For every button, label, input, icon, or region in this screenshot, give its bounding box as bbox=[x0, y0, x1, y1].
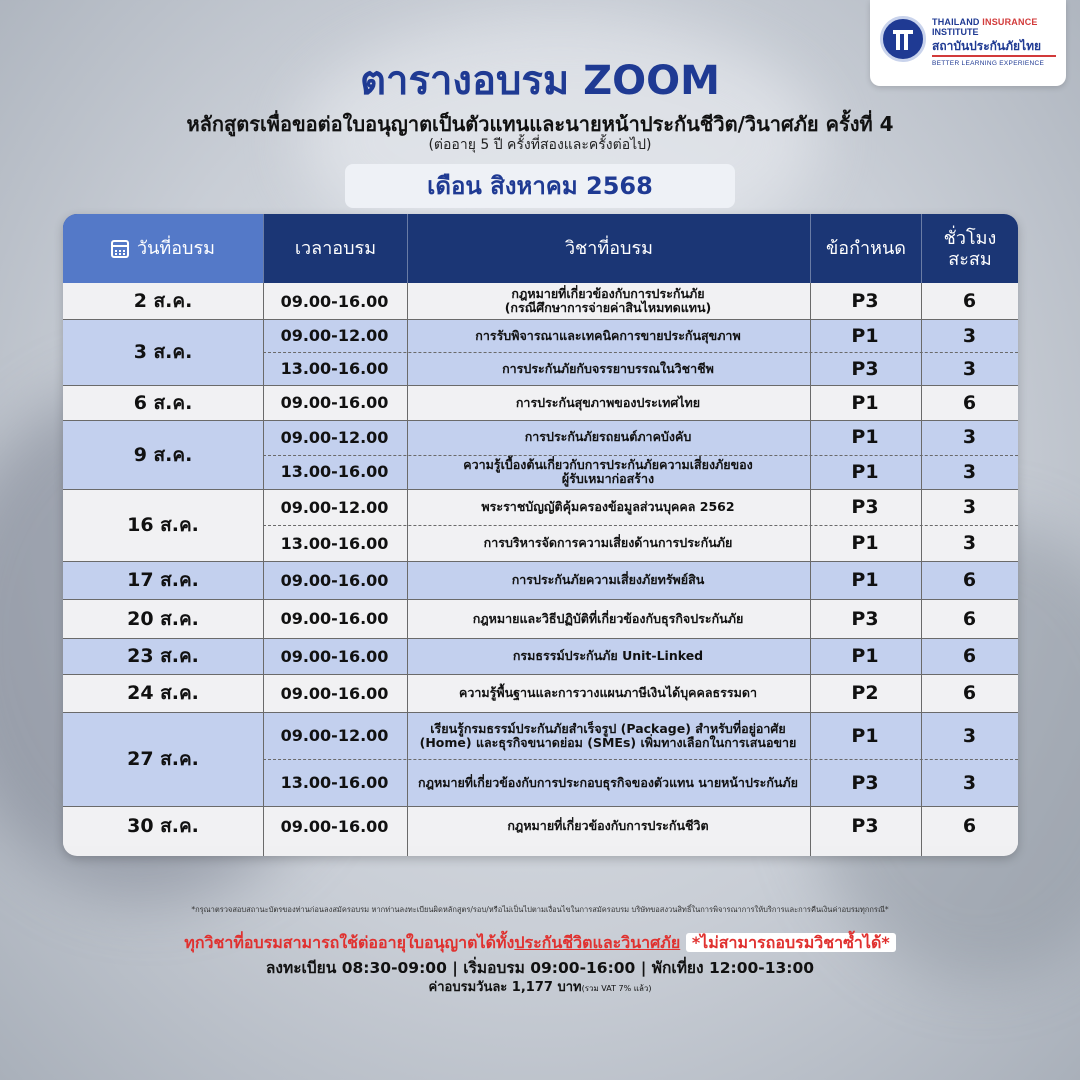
row-divider bbox=[63, 420, 1018, 421]
time-cell: 09.00-16.00 bbox=[280, 816, 389, 836]
time-cell: 09.00-16.00 bbox=[280, 609, 389, 628]
requirement-cell: P1 bbox=[851, 426, 879, 449]
hours-cell: 6 bbox=[962, 815, 977, 837]
subject-cell: เรียนรู้กรมธรรม์ประกันภัยสำเร็จรูป (Package) สำหรับที่อยู่อาศัย (Home) และธุรกิจขนาดย่อม (SMEs) เพิ่มทางเลือกในการเสนอขาย bbox=[419, 720, 797, 750]
requirement-cell: P2 bbox=[851, 682, 879, 704]
date-cell: 17 ส.ค. bbox=[127, 569, 199, 591]
hours-cell: 3 bbox=[962, 357, 977, 380]
header-subject: วิชาที่อบรม bbox=[407, 214, 810, 283]
session-row bbox=[263, 638, 1018, 674]
column-divider bbox=[921, 283, 922, 856]
requirement-cell: P3 bbox=[851, 771, 879, 794]
session-row bbox=[263, 525, 1018, 561]
date-cell: 30 ส.ค. bbox=[127, 815, 199, 837]
footer-schedule: ลงทะเบียน 08:30-09:00 | เริ่มอบรม 09:00-16:00 | พักเที่ยง 12:00-13:00 bbox=[265, 959, 815, 977]
session-row bbox=[263, 561, 1018, 599]
requirement-cell: P1 bbox=[851, 460, 879, 483]
logo-line3: สถาบันประกันภัยไทย bbox=[932, 39, 1042, 53]
header-requirement: ข้อกำหนด bbox=[810, 214, 921, 283]
hours-cell: 6 bbox=[962, 391, 977, 414]
time-cell: 09.00-12.00 bbox=[280, 326, 389, 345]
session-row bbox=[263, 283, 1018, 319]
requirement-cell: P3 bbox=[851, 496, 879, 518]
session-divider bbox=[263, 525, 1018, 526]
logo-tagline: BETTER LEARNING EXPERIENCE bbox=[932, 60, 1045, 67]
row-divider bbox=[63, 561, 1018, 562]
subject-cell: พระราชบัญญัติคุ้มครองข้อมูลส่วนบุคคล 2562 bbox=[481, 499, 735, 514]
hours-cell: 3 bbox=[962, 460, 977, 483]
logo-line1: THAILAND INSURANCE bbox=[932, 17, 1038, 27]
hours-cell: 3 bbox=[962, 324, 977, 347]
month-label: เดือน สิงหาคม 2568 bbox=[345, 164, 735, 208]
footer-disclaimer: *กรุณาตรวจสอบสถานะบัตรของท่านก่อนลงสมัครอบรม หากท่านลงทะเบียนผิดหลักสูตร/รอบ/หรือไม่เป็นไปตามเงื่อนไขในการสมัครอบรม บริษัทขอสงวนสิทธิ์ในการพิจารณาการให้บริการและการคืนเงินค่าอบรมทุกกรณี* bbox=[191, 905, 889, 914]
time-cell: 09.00-16.00 bbox=[280, 646, 389, 666]
subject-cell: การบริหารจัดการความเสี่ยงด้านการประกันภัย bbox=[483, 535, 733, 550]
hours-cell: 6 bbox=[962, 569, 977, 591]
subject-cell: การประกันสุขภาพของประเทศไทย bbox=[515, 394, 701, 410]
hours-cell: 6 bbox=[962, 682, 977, 704]
row-divider bbox=[63, 806, 1018, 807]
date-cell: 6 ส.ค. bbox=[133, 391, 193, 414]
table-row bbox=[63, 806, 1018, 846]
row-divider bbox=[63, 638, 1018, 639]
hours-cell: 3 bbox=[962, 771, 977, 794]
subject-cell: การประกันภัยรถยนต์ภาคบังคับ bbox=[524, 429, 692, 445]
page-title: ตารางอบรม ZOOM bbox=[360, 58, 720, 104]
requirement-cell: P3 bbox=[851, 357, 879, 380]
requirement-cell: P1 bbox=[851, 324, 879, 347]
subject-cell: กรมธรรม์ประกันภัย Unit-Linked bbox=[512, 648, 704, 663]
date-cell: 24 ส.ค. bbox=[127, 682, 199, 704]
table-row bbox=[63, 489, 1018, 561]
time-cell: 13.00-16.00 bbox=[280, 533, 389, 553]
time-cell: 09.00-16.00 bbox=[280, 291, 389, 311]
requirement-cell: P3 bbox=[851, 815, 879, 837]
column-divider bbox=[810, 283, 811, 856]
time-cell: 09.00-16.00 bbox=[280, 393, 389, 412]
subject-cell: ความรู้พื้นฐานและการวางแผนภาษีเงินได้บุคคลธรรมดา bbox=[459, 685, 757, 700]
row-divider bbox=[63, 712, 1018, 713]
subject-cell: กฎหมายที่เกี่ยวข้องกับการประกันชีวิต bbox=[507, 818, 709, 833]
date-cell: 2 ส.ค. bbox=[133, 290, 193, 312]
table-row bbox=[63, 319, 1018, 385]
requirement-cell: P1 bbox=[851, 569, 879, 591]
table-header bbox=[63, 214, 1018, 283]
session-divider bbox=[263, 455, 1018, 456]
header-time: เวลาอบรม bbox=[263, 214, 407, 283]
time-cell: 09.00-12.00 bbox=[280, 427, 389, 447]
footer-fee: ค่าอบรมวันละ 1,177 บาท(รวม VAT 7% แล้ว) bbox=[428, 980, 652, 995]
time-cell: 09.00-16.00 bbox=[280, 683, 389, 703]
table-row bbox=[63, 385, 1018, 420]
table-row bbox=[63, 638, 1018, 674]
logo-line2: INSTITUTE bbox=[932, 27, 979, 37]
date-cell: 16 ส.ค. bbox=[127, 514, 199, 536]
hours-cell: 6 bbox=[962, 645, 977, 667]
subject-cell: กฎหมายและวิธีปฏิบัติที่เกี่ยวข้องกับธุรกิจประกันภัย bbox=[472, 610, 744, 626]
calendar-icon bbox=[111, 240, 129, 258]
subject-cell: การประกันภัยความเสี่ยงภัยทรัพย์สิน bbox=[511, 572, 705, 587]
session-row bbox=[263, 352, 1018, 385]
date-cell: 20 ส.ค. bbox=[127, 607, 199, 630]
hours-cell: 3 bbox=[962, 426, 977, 449]
session-divider bbox=[263, 759, 1018, 760]
table-row bbox=[63, 283, 1018, 319]
date-cell: 9 ส.ค. bbox=[133, 443, 193, 466]
subject-cell: กฎหมายที่เกี่ยวข้องกับการประกอบธุรกิจของตัวแทน นายหน้าประกันภัย bbox=[418, 774, 798, 790]
date-cell: 27 ส.ค. bbox=[127, 748, 199, 770]
hours-cell: 3 bbox=[962, 532, 977, 554]
subject-cell: การประกันภัยกับจรรยาบรรณในวิชาชีพ bbox=[502, 360, 714, 376]
page-subnote: (ต่ออายุ 5 ปี ครั้งที่สองและครั้งต่อไป) bbox=[428, 137, 652, 153]
row-divider bbox=[63, 599, 1018, 600]
page-subtitle: หลักสูตรเพื่อขอต่อใบอนุญาตเป็นตัวแทนและนายหน้าประกันชีวิต/วินาศภัย ครั้งที่ 4 bbox=[186, 112, 894, 136]
requirement-cell: P1 bbox=[851, 532, 879, 554]
session-row bbox=[263, 319, 1018, 352]
table-row bbox=[63, 561, 1018, 599]
hours-cell: 3 bbox=[962, 496, 977, 518]
subject-cell: ความรู้เบื้องต้นเกี่ยวกับการประกันภัยความเสี่ยงภัยของ ผู้รับเหมาก่อสร้าง bbox=[463, 456, 753, 486]
session-row bbox=[263, 759, 1018, 806]
subject-cell: กฎหมายที่เกี่ยวข้องกับการประกันภัย (กรณีศึกษาการจ่ายค่าสินไหมทดแทน) bbox=[504, 286, 712, 315]
requirement-cell: P1 bbox=[851, 645, 879, 667]
row-divider bbox=[63, 489, 1018, 490]
subject-cell: การรับพิจารณาและเทคนิคการขายประกันสุขภาพ bbox=[475, 327, 741, 343]
schedule-table bbox=[63, 214, 1018, 856]
column-divider bbox=[407, 283, 408, 856]
table-row bbox=[63, 712, 1018, 806]
header-date: วันที่อบรม bbox=[63, 214, 263, 283]
session-row bbox=[263, 385, 1018, 420]
time-cell: 13.00-16.00 bbox=[280, 462, 389, 482]
time-cell: 13.00-16.00 bbox=[280, 359, 389, 378]
time-cell: 09.00-12.00 bbox=[280, 497, 389, 517]
time-cell: 13.00-16.00 bbox=[280, 773, 389, 792]
session-row bbox=[263, 489, 1018, 525]
hours-cell: 6 bbox=[962, 607, 977, 630]
session-row bbox=[263, 674, 1018, 712]
session-row bbox=[263, 420, 1018, 455]
table-row bbox=[63, 599, 1018, 638]
requirement-cell: P1 bbox=[851, 724, 879, 747]
time-cell: 09.00-12.00 bbox=[280, 726, 389, 745]
footer-highlight: ทุกวิชาที่อบรมสามารถใช้ต่ออายุใบอนุญาตได้ทั้งประกันชีวิตและวินาศภัย *ไม่สามารถอบรมวิชาซ้ำได้* bbox=[0, 931, 1080, 956]
row-divider bbox=[63, 319, 1018, 320]
session-row bbox=[263, 455, 1018, 490]
header-hours: ชั่วโมง สะสม bbox=[921, 214, 1018, 283]
requirement-cell: P3 bbox=[851, 607, 879, 630]
hours-cell: 6 bbox=[962, 290, 977, 312]
hours-cell: 3 bbox=[962, 724, 977, 747]
requirement-cell: P1 bbox=[851, 391, 879, 414]
session-row bbox=[263, 806, 1018, 846]
table-row bbox=[63, 674, 1018, 712]
requirement-cell: P3 bbox=[851, 290, 879, 312]
column-divider bbox=[263, 283, 264, 856]
row-divider bbox=[63, 385, 1018, 386]
session-row bbox=[263, 599, 1018, 638]
date-cell: 3 ส.ค. bbox=[133, 341, 193, 363]
date-cell: 23 ส.ค. bbox=[127, 645, 199, 667]
time-cell: 09.00-16.00 bbox=[280, 570, 389, 590]
session-row bbox=[263, 712, 1018, 759]
session-divider bbox=[263, 352, 1018, 353]
table-row bbox=[63, 420, 1018, 489]
row-divider bbox=[63, 674, 1018, 675]
